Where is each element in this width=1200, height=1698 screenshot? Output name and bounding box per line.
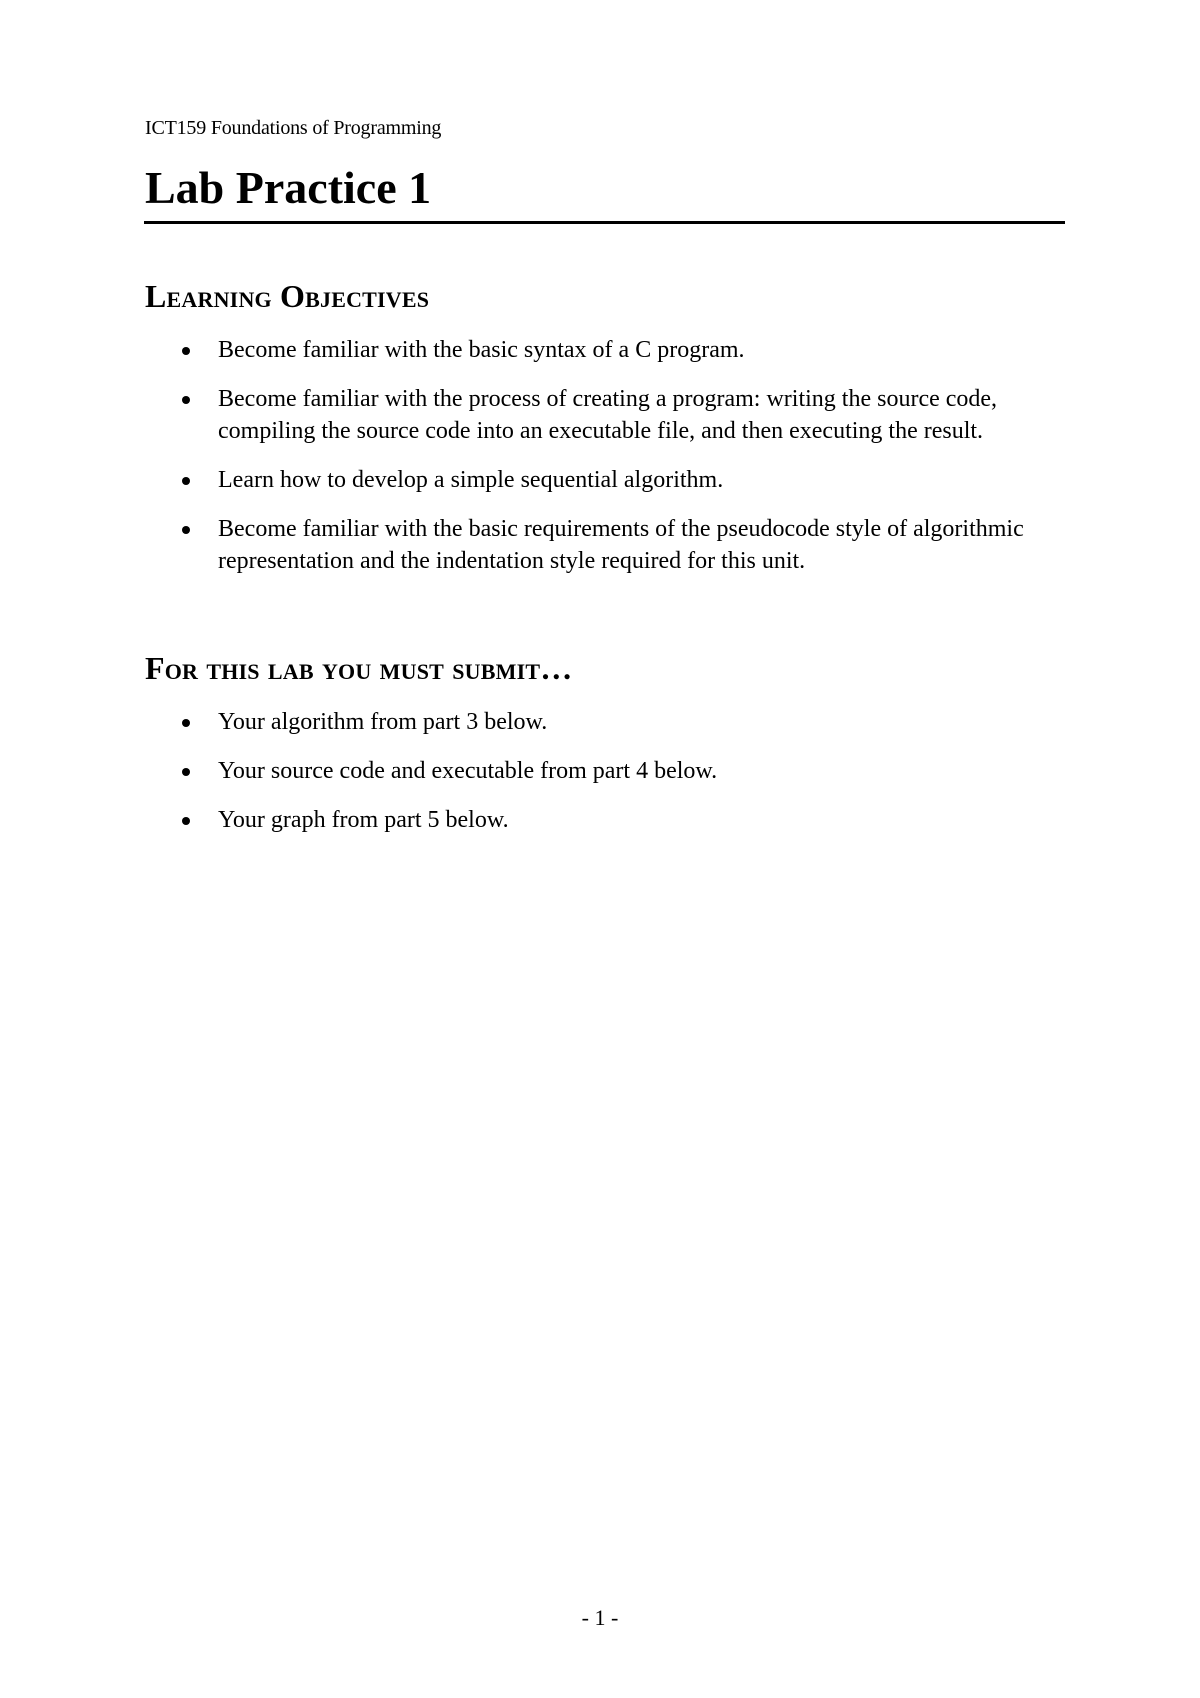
list-item-text: Become familiar with the basic requirements of the pseudocode style of algorithmic representation and the indentation style required for this unit. [218,516,1024,574]
list-item-text: Learn how to develop a simple sequential algorithm. [218,467,724,493]
list-item [0,383,1058,447]
title-underline-rule [144,221,1065,224]
list-item-text: Become familiar with the process of creating a program: writing the source code, compiling the source code into an executable file, and then executing the result. [218,386,998,444]
list-item [0,464,1058,496]
bullet-icon [182,768,190,776]
list-item-text: Your algorithm from part 3 below. [218,709,548,735]
list-item [0,706,1058,738]
bullet-icon [182,719,190,727]
list-item-text: Your graph from part 5 below. [218,807,509,833]
submission-requirements-heading: For this lab you must submit… [145,650,573,686]
learning-objectives-heading: Learning Objectives [145,278,430,314]
learning-objectives-list [0,334,1200,594]
list-item-text: Become familiar with the basic syntax of a C program. [218,337,745,363]
bullet-icon [182,817,190,825]
submission-requirements-list [0,706,1200,853]
bullet-icon [182,526,190,534]
list-item [0,804,1058,836]
list-item [0,755,1058,787]
bullet-icon [182,477,190,485]
list-item [0,513,1058,577]
page-title: Lab Practice 1 [145,162,432,213]
page-number: - 1 - [581,1605,619,1630]
running-header: ICT159 Foundations of Programming [145,117,442,139]
list-item [0,334,1058,366]
list-item-text: Your source code and executable from part 4 below. [218,758,718,784]
bullet-icon [182,396,190,404]
bullet-icon [182,347,190,355]
